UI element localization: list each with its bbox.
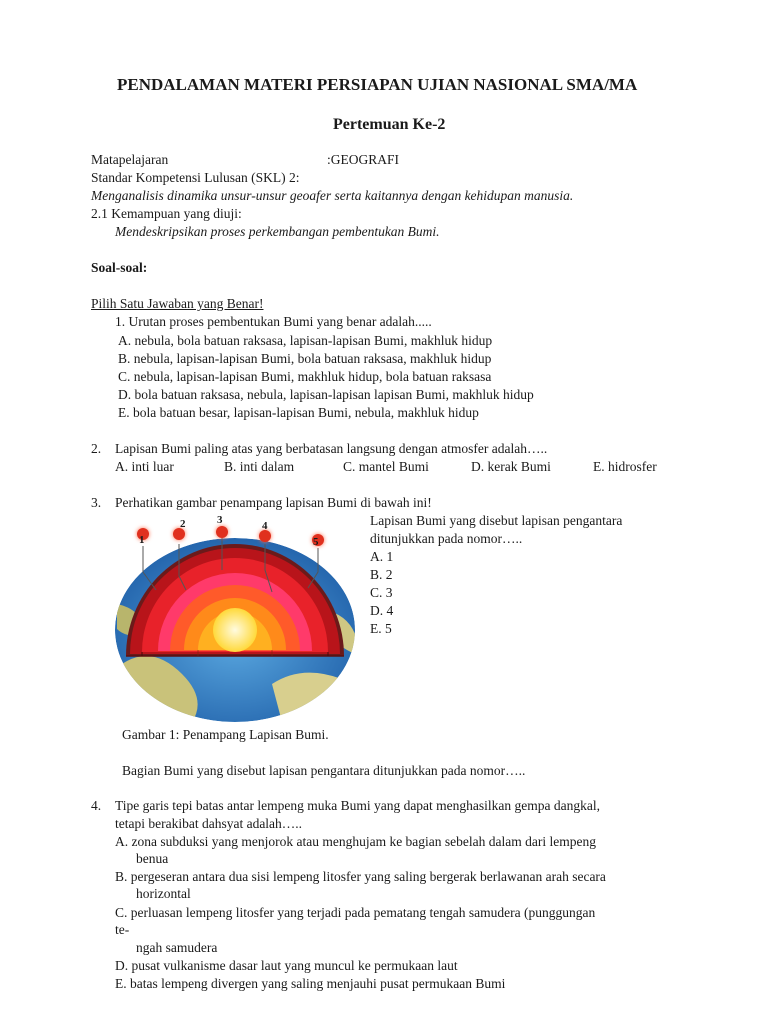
q4-option-a-line1: A. zona subduksi yang menjorok atau menghujam ke bagian sebelah dalam dari lempeng [115,834,596,849]
figure-label-2: 2 [180,518,186,530]
q4-option-c-line1: C. perluasan lempeng litosfer yang terjadi pada pematang tengah samudera (punggungan [115,905,596,920]
q3-option-b: B. 2 [370,567,393,582]
page-subtitle: Pertemuan Ke-2 [333,116,446,133]
q1-option-a: A. nebula, bola batuan raksasa, lapisan-lapisan Bumi, makhluk hidup [118,333,493,348]
q3-side-line1: Lapisan Bumi yang disebut lapisan pengantara [370,513,623,528]
q2-option-a: A. inti luar [115,459,174,474]
q4-number: 4. [91,798,102,813]
q3-option-e: E. 5 [370,621,392,636]
q4-option-e: E. batas lempeng divergen yang saling menjauhi pusat permukaan Bumi [115,976,506,991]
page-title: PENDALAMAN MATERI PERSIAPAN UJIAN NASIONAL SMA/MA [117,75,638,94]
q2-option-c: C. mantel Bumi [343,459,429,474]
subject-value: :GEOGRAFI [327,152,400,167]
q4-option-b-line1: B. pergeseran antara dua sisi lempeng litosfer yang saling bergerak berlawanan arah secara [115,869,606,884]
section-heading: Soal-soal: [91,260,148,275]
q1-option-e: E. bola batuan besar, lapisan-lapisan Bumi, nebula, makhluk hidup [118,405,479,420]
figure-label-1: 1 [139,534,145,546]
figure-label-4: 4 [262,520,268,532]
q1-text: 1. Urutan proses pembentukan Bumi yang benar adalah..... [115,314,432,329]
q4-option-b-line2: horizontal [136,886,191,901]
q2-option-e: E. hidrosfer [593,459,657,474]
earth-cross-section-figure [112,514,358,722]
instruction: Pilih Satu Jawaban yang Benar! [91,296,264,311]
q1-option-d: D. bola batuan raksasa, nebula, lapisan-lapisan lapisan Bumi, makhluk hidup [118,387,534,402]
q4-line2: tetapi berakibat dahsyat adalah….. [115,816,303,831]
q2-number: 2. [91,441,102,456]
figure-label-5: 5 [313,536,319,548]
q4-option-c-line2: te- [115,922,130,937]
q2-text: Lapisan Bumi paling atas yang berbatasan langsung dengan atmosfer adalah….. [115,441,548,456]
q3-side-line2: ditunjukkan pada nomor….. [370,531,523,546]
q1-option-b: B. nebula, lapisan-lapisan Bumi, bola batuan raksasa, makhluk hidup [118,351,492,366]
q4-option-a-line2: benua [136,851,169,866]
ability-label: 2.1 Kemampuan yang diuji: [91,206,242,221]
q1-option-c: C. nebula, lapisan-lapisan Bumi, makhluk hidup, bola batuan raksasa [118,369,492,384]
q4-option-d: D. pusat vulkanisme dasar laut yang muncul ke permukaan laut [115,958,458,973]
skl-text: Menganalisis dinamika unsur-unsur geoafer serta kaitannya dengan kehidupan manusia. [91,188,574,203]
q3-option-d: D. 4 [370,603,394,618]
q3-repeat: Bagian Bumi yang disebut lapisan pengantara ditunjukkan pada nomor….. [122,763,526,778]
skl-label: Standar Kompetensi Lulusan (SKL) 2: [91,170,300,185]
q3-option-c: C. 3 [370,585,393,600]
figure-caption: Gambar 1: Penampang Lapisan Bumi. [122,727,329,742]
q4-option-c-line3: ngah samudera [136,940,218,955]
q3-text: Perhatikan gambar penampang lapisan Bumi di bawah ini! [115,495,432,510]
q3-option-a: A. 1 [370,549,394,564]
figure-label-3: 3 [217,514,223,526]
q4-line1: Tipe garis tepi batas antar lempeng muka Bumi yang dapat menghasilkan gempa dangkal, [115,798,601,813]
figure-marker-3 [216,526,228,538]
ability-text: Mendeskripsikan proses perkembangan pembentukan Bumi. [115,224,440,239]
globe [115,538,355,722]
q3-number: 3. [91,495,102,510]
q2-option-d: D. kerak Bumi [471,459,551,474]
subject-label: Matapelajaran [91,152,169,167]
q2-option-b: B. inti dalam [224,459,295,474]
